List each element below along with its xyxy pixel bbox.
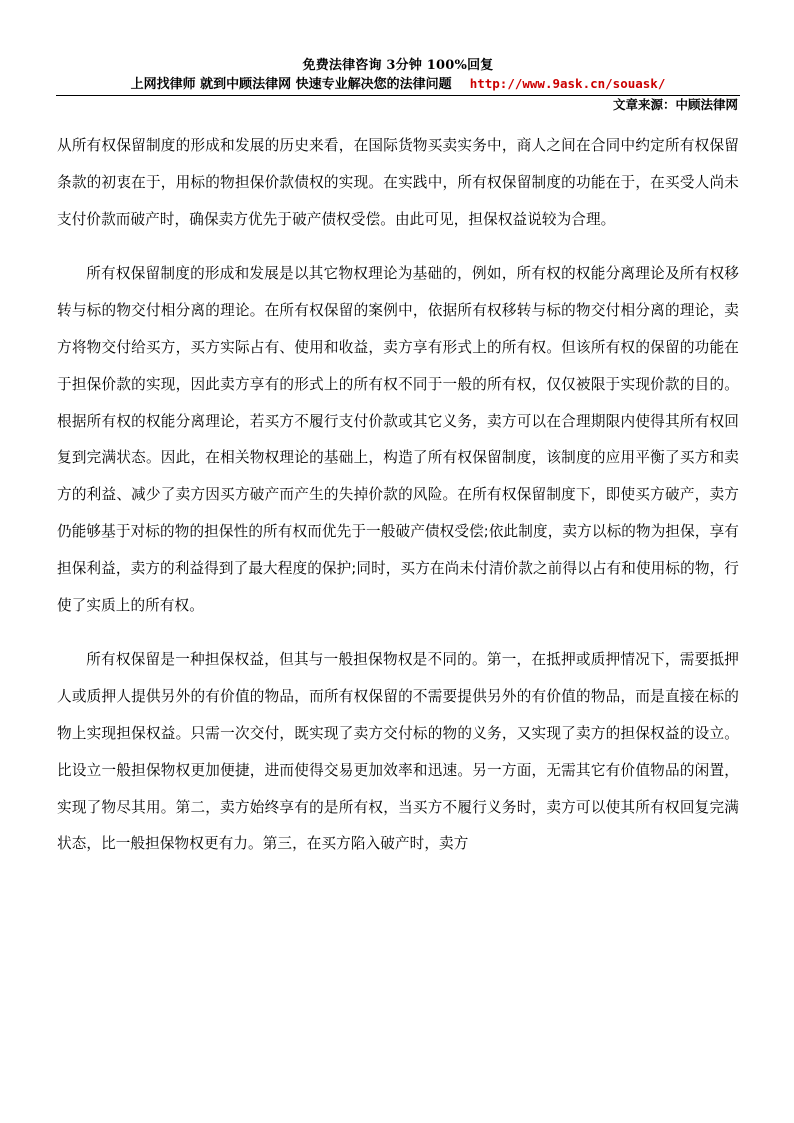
- header-promo-line: 免费法律咨询 3分钟 100%回复: [302, 58, 494, 73]
- header-tagline: 上网找律师 就到中顾法律网 快速专业解决您的法律问题: [130, 77, 452, 92]
- article-source: 文章来源：中顾法律网: [612, 97, 738, 112]
- header-link[interactable]: http://www.9ask.cn/souask/: [469, 76, 666, 91]
- header-tagline-row: [56, 75, 740, 94]
- paragraph-3: 所有权保留是一种担保权益，但其与一般担保物权是不同的。第一，在抵押或质押情况下，需要抵押人或质押人提供另外的有价值的物品，而所有权保留的不需要提供另外的有价值的物品，而是直接在标的物上实现担保权益。只需一次交付，既实现了卖方交付标的物的义务，又实现了卖方的担保权益的设立。比设立一般担保物权更加便捷，进而使得交易更加效率和迅速。另一方面，无需其它有价值物品的闲置，实现了物尽其用。第二，卖方始终享有的是所有权，当买方不履行义务时，卖方可以使其所有权回复完满状态，比一般担保物权更有力。第三，在买方陷入破产时，卖方: [57, 651, 739, 853]
- page-header: [56, 57, 740, 113]
- paragraph-1: 从所有权保留制度的形成和发展的历史来看，在国际货物买卖实务中，商人之间在合同中约定所有权保留条款的初衷在于，用标的物担保价款债权的实现。在实践中，所有权保留制度的功能在于，在买受人尚未支付价款而破产时，确保卖方优先于破产债权受偿。由此可见，担保权益说较为合理。: [57, 137, 739, 228]
- article-body: [57, 128, 739, 881]
- paragraph-2: 所有权保留制度的形成和发展是以其它物权理论为基础的，例如，所有权的权能分离理论及所有权移转与标的物交付相分离的理论。在所有权保留的案例中，依据所有权移转与标的物交付相分离的理论，卖方将物交付给买方，买方实际占有、使用和收益，卖方享有形式上的所有权。但该所有权的保留的功能在于担保价款的实现，因此卖方享有的形式上的所有权不同于一般的所有权，仅仅被限于实现价款的目的。根据所有权的权能分离理论，若买方不履行支付价款或其它义务，卖方可以在合理期限内使得其所有权回复到完满状态。因此，在相关物权理论的基础上，构造了所有权保留制度，该制度的应用平衡了买方和卖方的利益、减少了卖方因买方破产而产生的失掉价款的风险。在所有权保留制度下，即使买方破产，卖方仍能够基于对标的物的担保性的所有权而优先于一般破产债权受偿;依此制度，卖方以标的物为担保，享有担保利益，卖方的利益得到了最大程度的保护;同时，买方在尚未付清价款之前得以占有和使用标的物，行使了实质上的所有权。: [57, 265, 739, 614]
